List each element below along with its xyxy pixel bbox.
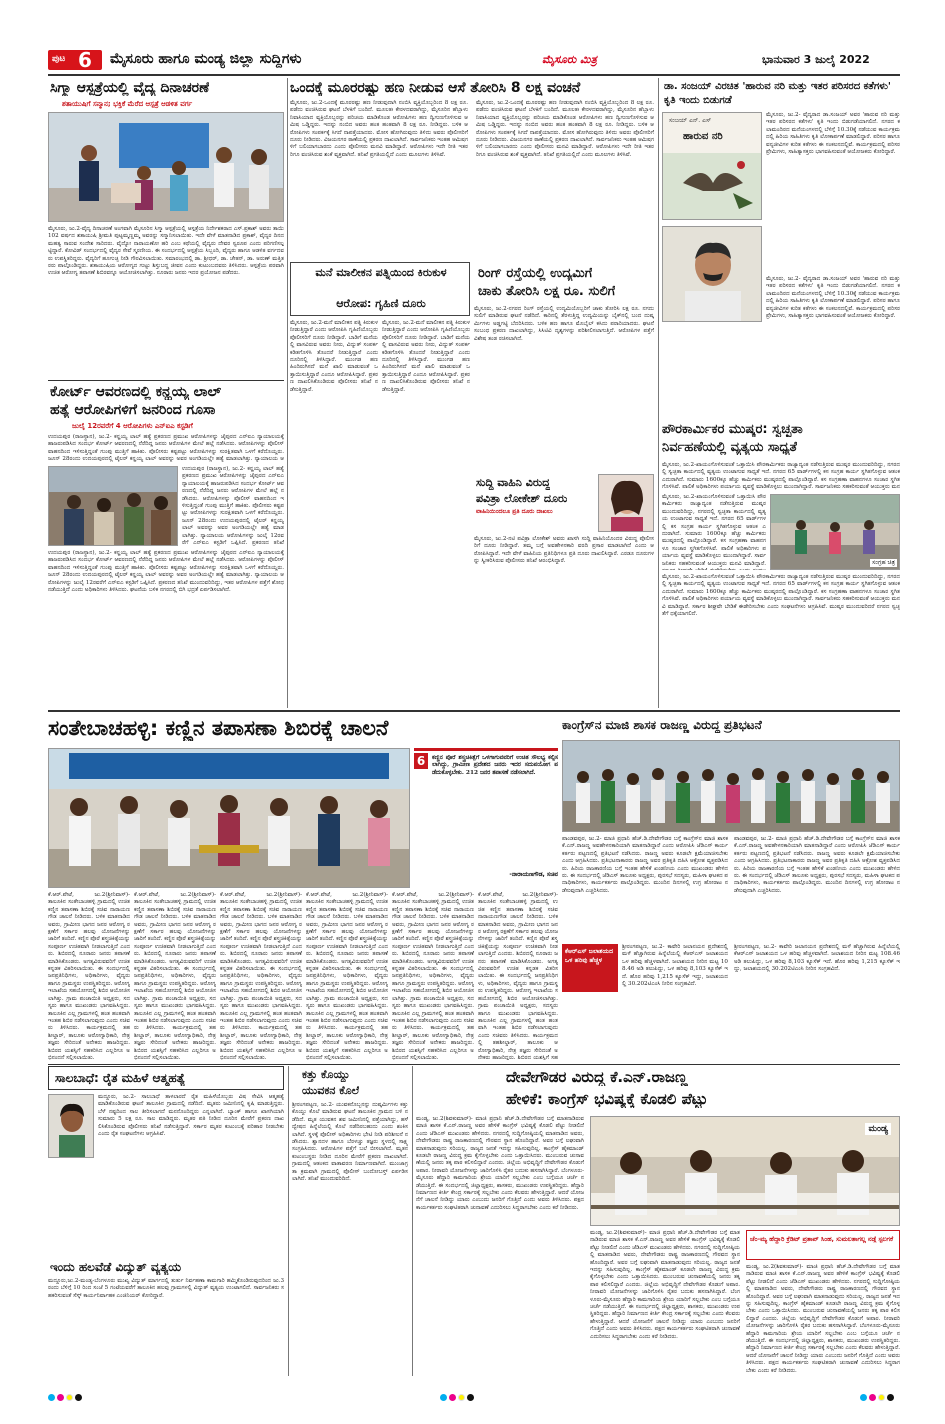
body-col5: ಕೆ.ಆರ್.ಪೇಟೆ, ಜು.2(ಶ್ರೀನಿವಾಸ್)- ತಾಲೂಕಿನ ಸಂತೇಬಾಚಹಳ್ಳಿ ಗ್ರಾಮದಲ್ಲಿ ಉಚಿತ ಕಣ್ಣಿನ ತಪಾಸಣಾ ಶಿಬಿರಕ್ಕೆ ಸಚಿವ ನಾರಾಯಣಗೌಡ ಚಾಲನೆ ನೀಡಿದರು. ಬಳಿಕ ಮಾತನಾಡಿದ ಅವರು, ಗ್ರಾಮೀಣ ಭಾಗದ ಜನರ ಆರೋಗ್ಯ ರಕ್ಷಣೆಗೆ ಸರ್ಕಾರ ಹಲವು ಯೋಜನೆಗಳನ್ನು ಜಾರಿಗೆ ತಂದಿದೆ. ಕಣ್ಣಿನ ಪೊರೆ ಶಸ್ತ್ರಚಿಕಿತ್ಸೆಯನ್ನು ಸಂಪೂರ್ಣ ಉಚಿತವಾಗಿ ನೀಡಲಾಗುತ್ತಿದೆ ಎಂದರು. ಶಿಬಿರದಲ್ಲಿ ನೂರಾರು ಜನರು ತಪಾಸಣೆ ಮಾಡಿಸಿಕೊಂಡರು. ಅಗತ್ಯವಿರುವವರಿಗೆ ಉಚಿತ ಕನ್ನಡಕ ವಿತರಿಸಲಾಯಿತು. ಈ ಸಂದರ್ಭದಲ್ಲಿ ಜನಪ್ರತಿನಿಧಿಗಳು, ಅಧಿಕಾರಿಗಳು, ವೈದ್ಯರು ಹಾಗೂ ಗ್ರಾಮಸ್ಥರು ಉಪಸ್ಥಿತರಿದ್ದರು. ಆರೋಗ್ಯ ಇಲಾಖೆಯ ಸಹಯೋಗದಲ್ಲಿ ಶಿಬಿರ ಆಯೋಜಿಸಲಾಗಿತ್ತು. ಗ್ರಾಮ ಪಂಚಾಯಿತಿ ಅಧ್ಯಕ್ಷರು, ಸದಸ್ಯರು ಹಾಗೂ ಮುಖಂಡರು ಭಾಗವಹಿಸಿದ್ದರು. ತಾಲೂಕಿನ ಎಲ್ಲ ಗ್ರಾಮಗಳಲ್ಲಿ ಹಂತ ಹಂತವಾಗಿ ಇಂತಹ ಶಿಬಿರ ನಡೆಸಲಾಗುವುದು ಎಂದು ಸಚಿವರು ತಿಳಿಸಿದರು. ಕಾರ್ಯಕ್ರಮದಲ್ಲಿ ತಹಶೀಲ್ದಾರ್, ತಾಲೂಕು ಆರೋಗ್ಯಾಧಿಕಾರಿ, ನೇತ್ರ ತಜ್ಞರು ಸೇರಿದಂತೆ ಅನೇಕರು ಹಾಜರಿದ್ದರು. ಶಿಬಿರದ ಯಶಸ್ಸಿಗೆ ಸಹಕರಿಸಿದ ಎಲ್ಲರಿಗೂ ಅಭಿನಂದನೆ ಸಲ್ಲಿಸಲಾಯಿತು. (392, 892, 474, 1060)
body-col4: ಕೆ.ಆರ್.ಪೇಟೆ, ಜು.2(ಶ್ರೀನಿವಾಸ್)- ತಾಲೂಕಿನ ಸಂತೇಬಾಚಹಳ್ಳಿ ಗ್ರಾಮದಲ್ಲಿ ಉಚಿತ ಕಣ್ಣಿನ ತಪಾಸಣಾ ಶಿಬಿರಕ್ಕೆ ಸಚಿವ ನಾರಾಯಣಗೌಡ ಚಾಲನೆ ನೀಡಿದರು. ಬಳಿಕ ಮಾತನಾಡಿದ ಅವರು, ಗ್ರಾಮೀಣ ಭಾಗದ ಜನರ ಆರೋಗ್ಯ ರಕ್ಷಣೆಗೆ ಸರ್ಕಾರ ಹಲವು ಯೋಜನೆಗಳನ್ನು ಜಾರಿಗೆ ತಂದಿದೆ. ಕಣ್ಣಿನ ಪೊರೆ ಶಸ್ತ್ರಚಿಕಿತ್ಸೆಯನ್ನು ಸಂಪೂರ್ಣ ಉಚಿತವಾಗಿ ನೀಡಲಾಗುತ್ತಿದೆ ಎಂದರು. ಶಿಬಿರದಲ್ಲಿ ನೂರಾರು ಜನರು ತಪಾಸಣೆ ಮಾಡಿಸಿಕೊಂಡರು. ಅಗತ್ಯವಿರುವವರಿಗೆ ಉಚಿತ ಕನ್ನಡಕ ವಿತರಿಸಲಾಯಿತು. ಈ ಸಂದರ್ಭದಲ್ಲಿ ಜನಪ್ರತಿನಿಧಿಗಳು, ಅಧಿಕಾರಿಗಳು, ವೈದ್ಯರು ಹಾಗೂ ಗ್ರಾಮಸ್ಥರು ಉಪಸ್ಥಿತರಿದ್ದರು. ಆರೋಗ್ಯ ಇಲಾಖೆಯ ಸಹಯೋಗದಲ್ಲಿ ಶಿಬಿರ ಆಯೋಜಿಸಲಾಗಿತ್ತು. ಗ್ರಾಮ ಪಂಚಾಯಿತಿ ಅಧ್ಯಕ್ಷರು, ಸದಸ್ಯರು ಹಾಗೂ ಮುಖಂಡರು ಭಾಗವಹಿಸಿದ್ದರು. ತಾಲೂಕಿನ ಎಲ್ಲ ಗ್ರಾಮಗಳಲ್ಲಿ ಹಂತ ಹಂತವಾಗಿ ಇಂತಹ ಶಿಬಿರ ನಡೆಸಲಾಗುವುದು ಎಂದು ಸಚಿವರು ತಿಳಿಸಿದರು. ಕಾರ್ಯಕ್ರಮದಲ್ಲಿ ತಹಶೀಲ್ದಾರ್, ತಾಲೂಕು ಆರೋಗ್ಯಾಧಿಕಾರಿ, ನೇತ್ರ ತಜ್ಞರು ಸೇರಿದಂತೆ ಅನೇಕರು ಹಾಜರಿದ್ದರು. ಶಿಬಿರದ ಯಶಸ್ಸಿಗೆ ಸಹಕರಿಸಿದ ಎಲ್ಲರಿಗೂ ಅಭಿನಂದನೆ ಸಲ್ಲಿಸಲಾಯಿತು. (306, 892, 388, 1060)
section-divider (48, 1064, 900, 1065)
photo-illustration (49, 113, 284, 222)
headline-box (290, 262, 470, 316)
subhead: ಆರೋಪ: ಗೃಹಿಣಿ ದೂರು (336, 297, 426, 310)
photo-caption: ಸಂಗ್ರಹ ಚಿತ್ರ (872, 559, 895, 566)
rajanna-photo (590, 1116, 900, 1226)
body: ಮದ್ದೂರು,ಜು.2-ಮಂಡ್ಯ-ಬೆಂಗಳೂರು ಮುಖ್ಯ ವಿದ್ಯುತ್ ಮಾರ್ಗದಲ್ಲಿ ತುರ್ತು ನಿರ್ವಹಣಾ ಕಾಮಗಾರಿ ಹಮ್ಮಿಕೊಂಡಿರುವುದರಿಂದ ಜು.3ರಂದು ಬೆಳಿಗ್ಗೆ 10 ರಿಂದ ಸಂಜೆ 5 ಗಂಟೆಯವರೆಗೆ ತಾಲೂಕಿನ ಹಲವು ಗ್ರಾಮಗಳಲ್ಲಿ ವಿದ್ಯುತ್ ವ್ಯತ್ಯಯ ಉಂಟಾಗಲಿದೆ. ಸಾರ್ವಜನಿಕರು ಸಹಕರಿಸುವಂತೆ ಸೆಸ್ಕ್ ಕಾರ್ಯನಿರ್ವಾಹಕ ಎಂಜಿನಿಯರ್ ಕೋರಿದ್ದಾರೆ. (48, 1278, 284, 1299)
body-col1: ಮಂಡ್ಯ, ಜು.2(ಶಿವಕುಮಾರ್)- ಮಾಜಿ ಪ್ರಧಾನಿ ಹೆಚ್.ಡಿ.ದೇವೇಗೌಡರ ಬಗ್ಗೆ ಮಾತನಾಡಿರುವ ಮಾಜಿ ಶಾಸಕ ಕೆ.ಎನ್.ರಾಜಣ್ಣ ಅವರ ಹೇಳಿಕೆ ಕಾಂಗ್ರೆಸ್ ಭವಿಷ್ಯಕ್ಕೆ ಕೊಡಲಿ ಪೆಟ್ಟು ನೀಡಲಿದೆ ಎಂದು ಜೆಡಿಎಸ್ ಮುಖಂಡರು ಹೇಳಿದರು. ನಗರದಲ್ಲಿ ಸುದ್ದಿಗೋಷ್ಠಿಯಲ್ಲಿ ಮಾತನಾಡಿದ ಅವರು, ದೇವೇಗೌಡರು ರಾಷ್ಟ್ರ ರಾಜಕಾರಣದಲ್ಲಿ ಗೌರವದ ಸ್ಥಾನ ಹೊಂದಿದ್ದಾರೆ. ಅವರ ಬಗ್ಗೆ ಲಘುವಾಗಿ ಮಾತನಾಡುವುದು ಸರಿಯಲ್ಲ. ರಾಜ್ಯದ ಜನತೆ ಇದನ್ನು ಸಹಿಸುವುದಿಲ್ಲ. ಕಾಂಗ್ರೆಸ್ ಹೈಕಮಾಂಡ್ ಕೂಡಲೇ ರಾಜಣ್ಣ ವಿರುದ್ಧ ಕ್ರಮ ಕೈಗೊಳ್ಳಬೇಕು ಎಂದು ಒತ್ತಾಯಿಸಿದರು. ಮುಂಬರುವ ಚುನಾವಣೆಯಲ್ಲಿ ಜನರು ತಕ್ಕ ಪಾಠ ಕಲಿಸಲಿದ್ದಾರೆ ಎಂದರು. ಜಿಲ್ಲೆಯ ಅಭಿವೃದ್ಧಿಗೆ ದೇವೇಗೌಡರ ಕೊಡುಗೆ ಅಪಾರ. ನೀರಾವರಿ ಯೋಜನೆಗಳನ್ನು ಜಾರಿಗೊಳಿಸಿ ರೈತರ ಬದುಕು ಹಸನಾಗಿಸಿದ್ದಾರೆ. ಬೆಂಗಳೂರು-ಮೈಸೂರು ಹೆದ್ದಾರಿ ಕಾಮಗಾರಿಯ ಶ್ರೇಯ ಯಾರಿಗೆ ಸಲ್ಲಬೇಕು ಎಂಬ ಬಗ್ಗೆಯೂ ಚರ್ಚೆ ನಡೆಯುತ್ತಿದೆ. ಈ ಸಂದರ್ಭದಲ್ಲಿ ಜಿಲ್ಲಾಧ್ಯಕ್ಷರು, ಶಾಸಕರು, ಮುಖಂಡರು ಉಪಸ್ಥಿತರಿದ್ದರು. ಹೆದ್ದಾರಿ ನಿರ್ಮಾಣದ ಕೀರ್ತಿ ಕೇಂದ್ರ ಸರ್ಕಾರಕ್ಕೆ ಸಲ್ಲಬೇಕು ಎಂದು ಕೆಲವರು ಹೇಳುತ್ತಿದ್ದಾರೆ. ಆದರೆ ಯೋಜನೆಗೆ ಚಾಲನೆ ನೀಡಿದ್ದು ಯಾರು ಎಂಬುದು ಜನರಿಗೆ ಗೊತ್ತಿದೆ ಎಂದು ಅವರು ತಿಳಿಸಿದರು. ಪಕ್ಷದ ಕಾರ್ಯಕರ್ತರು ಸಂಘಟಿತರಾಗಿ ಚುನಾವಣೆ ಎದುರಿಸಲು ಸಿದ್ಧರಾಗಬೇಕು ಎಂದು ಕರೆ ನೀಡಿದರು. (416, 1116, 584, 1211)
registration-dot (878, 1394, 885, 1401)
book-cover-art (663, 113, 762, 220)
body: ಶ್ರೀರಂಗಪಟ್ಟಣ, ಜು.2- ಯುವಕನೊಬ್ಬನನ್ನು ದುಷ್ಕರ್ಮಿಗಳು ಕತ್ತು ಕೊಯ್ದು ಕೊಲೆ ಮಾಡಿರುವ ಘಟನೆ ತಾಲೂಕಿನ ಗ್ರಾಮದ ಬಳಿ ನಡೆದಿದೆ. ಮೃತ ಯುವಕನ ಶವ ಜಮೀನಿನಲ್ಲಿ ಪತ್ತೆಯಾಗಿದ್ದು, ಹಳೆ ದ್ವೇಷದ ಹಿನ್ನೆಲೆಯಲ್ಲಿ ಕೊಲೆ ನಡೆದಿರಬಹುದು ಎಂದು ಶಂಕಿಸಲಾಗಿದೆ. ಸ್ಥಳಕ್ಕೆ ಪೊಲೀಸ್ ಅಧಿಕಾರಿಗಳು ಭೇಟಿ ನೀಡಿ ಪರಿಶೀಲನೆ ನಡೆಸಿದರು. ಶ್ವಾನದಳ ಹಾಗೂ ಬೆರಳಚ್ಚು ತಜ್ಞರು ಸ್ಥಳದಲ್ಲಿ ಸಾಕ್ಷ್ಯ ಸಂಗ್ರಹಿಸಿದರು. ಆರೋಪಿಗಳ ಪತ್ತೆಗೆ ಬಲೆ ಬೀಸಲಾಗಿದೆ. ಮೃತನ ಕುಟುಂಬಸ್ಥರು ನೀಡಿದ ದೂರಿನ ಮೇರೆಗೆ ಪ್ರಕರಣ ದಾಖಲಾಗಿದೆ. ಗ್ರಾಮದಲ್ಲಿ ಆತಂಕದ ವಾತಾವರಣ ನಿರ್ಮಾಣವಾಗಿದೆ. ಮುಂಜಾಗ್ರತಾ ಕ್ರಮವಾಗಿ ಗ್ರಾಮದಲ್ಲಿ ಪೊಲೀಸ್ ಬಂದೋಬಸ್ತ್ ಏರ್ಪಡಿಸಲಾಗಿದೆ. ತನಿಖೆ ಮುಂದುವರಿದಿದೆ. (292, 1102, 408, 1183)
masthead (48, 48, 900, 72)
court-attack-photo (48, 466, 178, 546)
body: ಮದ್ದೂರು, ಜು.2- ಸಾಲಬಾಧೆ ತಾಳಲಾರದೆ ರೈತ ಮಹಿಳೆಯೊಬ್ಬರು ವಿಷ ಸೇವಿಸಿ ಆತ್ಮಹತ್ಯೆ ಮಾಡಿಕೊಂಡಿರುವ ಘಟನೆ ತಾಲೂಕಿನ ಗ್ರಾಮದಲ್ಲಿ ನಡೆದಿದೆ. ಮೃತರು ಜಮೀನಿನಲ್ಲಿ ಕೃಷಿ ಮಾಡುತ್ತಿದ್ದರು. ಬೆಳೆ ನಷ್ಟದಿಂದ ಸಾಲ ತೀರಿಸಲಾಗದೆ ಮನನೊಂದಿದ್ದರು ಎನ್ನಲಾಗಿದೆ. ಬ್ಯಾಂಕ್ ಹಾಗೂ ಖಾಸಗಿಯಾಗಿ ಸುಮಾರು 5 ಲಕ್ಷ ರೂ. ಸಾಲ ಮಾಡಿದ್ದರು. ಮೃತರ ಪತಿ ನೀಡಿದ ದೂರಿನ ಮೇರೆಗೆ ಪ್ರಕರಣ ದಾಖಲಿಸಿಕೊಂಡಿರುವ ಪೊಲೀಸರು ತನಿಖೆ ನಡೆಸುತ್ತಿದ್ದಾರೆ. ಸರ್ಕಾರ ಮೃತರ ಕುಟುಂಬಕ್ಕೆ ಪರಿಹಾರ ನೀಡಬೇಕು ಎಂದು ರೈತ ಸಂಘಟನೆಗಳು ಆಗ್ರಹಿಸಿವೆ. (98, 1094, 284, 1138)
quote-author: -ನಾರಾಯಣಗೌಡ, ಸಚಿವ (509, 871, 558, 878)
headline: ಸಿಗ್ಮಾ ಆಸ್ಪತ್ರೆಯಲ್ಲಿ ವೈದ್ಯ ದಿನಾಚರಣೆ (50, 80, 210, 96)
headline: ಸುದ್ದಿ ವಾಹಿನಿ ವಿರುದ್ಧ (476, 476, 551, 489)
registration-dot (887, 1394, 894, 1401)
quote-box (414, 748, 558, 888)
subhead: ಶತಾಯುಷಿಗೆ ಸನ್ಮಾನ; ಭಕ್ತಿಕೆ ಮೆರೆದ ಆಸ್ಪತ್ರೆ ಆಡಳಿತ ವರ್ಗ (62, 100, 193, 108)
column-divider (288, 1066, 289, 1376)
side-note-text: ಕೆಆರ್‌ಎಸ್ ಜಲಾಶಯದ ಒಳ ಹರಿವು ಹೆಚ್ಚಳ (565, 948, 614, 964)
body-col1: ಕೆ.ಆರ್.ಪೇಟೆ, ಜು.2(ಶ್ರೀನಿವಾಸ್)- ತಾಲೂಕಿನ ಸಂತೇಬಾಚಹಳ್ಳಿ ಗ್ರಾಮದಲ್ಲಿ ಉಚಿತ ಕಣ್ಣಿನ ತಪಾಸಣಾ ಶಿಬಿರಕ್ಕೆ ಸಚಿವ ನಾರಾಯಣಗೌಡ ಚಾಲನೆ ನೀಡಿದರು. ಬಳಿಕ ಮಾತನಾಡಿದ ಅವರು, ಗ್ರಾಮೀಣ ಭಾಗದ ಜನರ ಆರೋಗ್ಯ ರಕ್ಷಣೆಗೆ ಸರ್ಕಾರ ಹಲವು ಯೋಜನೆಗಳನ್ನು ಜಾರಿಗೆ ತಂದಿದೆ. ಕಣ್ಣಿನ ಪೊರೆ ಶಸ್ತ್ರಚಿಕಿತ್ಸೆಯನ್ನು ಸಂಪೂರ್ಣ ಉಚಿತವಾಗಿ ನೀಡಲಾಗುತ್ತಿದೆ ಎಂದರು. ಶಿಬಿರದಲ್ಲಿ ನೂರಾರು ಜನರು ತಪಾಸಣೆ ಮಾಡಿಸಿಕೊಂಡರು. ಅಗತ್ಯವಿರುವವರಿಗೆ ಉಚಿತ ಕನ್ನಡಕ ವಿತರಿಸಲಾಯಿತು. ಈ ಸಂದರ್ಭದಲ್ಲಿ ಜನಪ್ರತಿನಿಧಿಗಳು, ಅಧಿಕಾರಿಗಳು, ವೈದ್ಯರು ಹಾಗೂ ಗ್ರಾಮಸ್ಥರು ಉಪಸ್ಥಿತರಿದ್ದರು. ಆರೋಗ್ಯ ಇಲಾಖೆಯ ಸಹಯೋಗದಲ್ಲಿ ಶಿಬಿರ ಆಯೋಜಿಸಲಾಗಿತ್ತು. ಗ್ರಾಮ ಪಂಚಾಯಿತಿ ಅಧ್ಯಕ್ಷರು, ಸದಸ್ಯರು ಹಾಗೂ ಮುಖಂಡರು ಭಾಗವಹಿಸಿದ್ದರು. ತಾಲೂಕಿನ ಎಲ್ಲ ಗ್ರಾಮಗಳಲ್ಲಿ ಹಂತ ಹಂತವಾಗಿ ಇಂತಹ ಶಿಬಿರ ನಡೆಸಲಾಗುವುದು ಎಂದು ಸಚಿವರು ತಿಳಿಸಿದರು. ಕಾರ್ಯಕ್ರಮದಲ್ಲಿ ತಹಶೀಲ್ದಾರ್, ತಾಲೂಕು ಆರೋಗ್ಯಾಧಿಕಾರಿ, ನೇತ್ರ ತಜ್ಞರು ಸೇರಿದಂತೆ ಅನೇಕರು ಹಾಜರಿದ್ದರು. ಶಿಬಿರದ ಯಶಸ್ಸಿಗೆ ಸಹಕರಿಸಿದ ಎಲ್ಲರಿಗೂ ಅಭಿನಂದನೆ ಸಲ್ಲಿಸಲಾಯಿತು. (48, 892, 130, 1060)
photo-illustration (563, 741, 900, 832)
registration-dot (440, 1394, 447, 1401)
divider (48, 380, 284, 381)
doctors-day-photo (48, 112, 284, 222)
body-col3: ಮಂಡ್ಯ, ಜು.2(ಶಿವಕುಮಾರ್)- ಮಾಜಿ ಪ್ರಧಾನಿ ಹೆಚ್.ಡಿ.ದೇವೇಗೌಡರ ಬಗ್ಗೆ ಮಾತನಾಡಿರುವ ಮಾಜಿ ಶಾಸಕ ಕೆ.ಎನ್.ರಾಜಣ್ಣ ಅವರ ಹೇಳಿಕೆ ಕಾಂಗ್ರೆಸ್ ಭವಿಷ್ಯಕ್ಕೆ ಕೊಡಲಿ ಪೆಟ್ಟು ನೀಡಲಿದೆ ಎಂದು ಜೆಡಿಎಸ್ ಮುಖಂಡರು ಹೇಳಿದರು. ನಗರದಲ್ಲಿ ಸುದ್ದಿಗೋಷ್ಠಿಯಲ್ಲಿ ಮಾತನಾಡಿದ ಅವರು, ದೇವೇಗೌಡರು ರಾಷ್ಟ್ರ ರಾಜಕಾರಣದಲ್ಲಿ ಗೌರವದ ಸ್ಥಾನ ಹೊಂದಿದ್ದಾರೆ. ಅವರ ಬಗ್ಗೆ ಲಘುವಾಗಿ ಮಾತನಾಡುವುದು ಸರಿಯಲ್ಲ. ರಾಜ್ಯದ ಜನತೆ ಇದನ್ನು ಸಹಿಸುವುದಿಲ್ಲ. ಕಾಂಗ್ರೆಸ್ ಹೈಕಮಾಂಡ್ ಕೂಡಲೇ ರಾಜಣ್ಣ ವಿರುದ್ಧ ಕ್ರಮ ಕೈಗೊಳ್ಳಬೇಕು ಎಂದು ಒತ್ತಾಯಿಸಿದರು. ಮುಂಬರುವ ಚುನಾವಣೆಯಲ್ಲಿ ಜನರು ತಕ್ಕ ಪಾಠ ಕಲಿಸಲಿದ್ದಾರೆ ಎಂದರು. ಜಿಲ್ಲೆಯ ಅಭಿವೃದ್ಧಿಗೆ ದೇವೇಗೌಡರ ಕೊಡುಗೆ ಅಪಾರ. ನೀರಾವರಿ ಯೋಜನೆಗಳನ್ನು ಜಾರಿಗೊಳಿಸಿ ರೈತರ ಬದುಕು ಹಸನಾಗಿಸಿದ್ದಾರೆ. ಬೆಂಗಳೂರು-ಮೈಸೂರು ಹೆದ್ದಾರಿ ಕಾಮಗಾರಿಯ ಶ್ರೇಯ ಯಾರಿಗೆ ಸಲ್ಲಬೇಕು ಎಂಬ ಬಗ್ಗೆಯೂ ಚರ್ಚೆ ನಡೆಯುತ್ತಿದೆ. ಈ ಸಂದರ್ಭದಲ್ಲಿ ಜಿಲ್ಲಾಧ್ಯಕ್ಷರು, ಶಾಸಕರು, ಮುಖಂಡರು ಉಪಸ್ಥಿತರಿದ್ದರು. ಹೆದ್ದಾರಿ ನಿರ್ಮಾಣದ ಕೀರ್ತಿ ಕೇಂದ್ರ ಸರ್ಕಾರಕ್ಕೆ ಸಲ್ಲಬೇಕು ಎಂದು ಕೆಲವರು ಹೇಳುತ್ತಿದ್ದಾರೆ. ಆದರೆ ಯೋಜನೆಗೆ ಚಾಲನೆ ನೀಡಿದ್ದು ಯಾರು ಎಂಬುದು ಜನರಿಗೆ ಗೊತ್ತಿದೆ ಎಂದು ಅವರು ತಿಳಿಸಿದರು. ಪಕ್ಷದ ಕಾರ್ಯಕರ್ತರು ಸಂಘಟಿತರಾಗಿ ಚುನಾವಣೆ ಎದುರಿಸಲು ಸಿದ್ಧರಾಗಬೇಕು ಎಂದು ಕರೆ ನೀಡಿದರು. (746, 1264, 900, 1374)
body-col2: ಮೈಸೂರು, ಜು.2-ಒಂದಕ್ಕೆ ಮೂರರಷ್ಟು ಹಣ ನೀಡುವುದಾಗಿ ನಂಬಿಸಿ ವ್ಯಕ್ತಿಯೊಬ್ಬರಿಂದ 8 ಲಕ್ಷ ರೂ. ಪಡೆದು ವಂಚಿಸಿರುವ ಘಟನೆ ಬೆಳಕಿಗೆ ಬಂದಿದೆ. ಮೂಲತಃ ಕೇರಳದವರಾಗಿದ್ದು, ಮೈಸೂರಿನ ಹೆಬ್ಬಾಳು ನಿವಾಸಿಯಾದ ವ್ಯಕ್ತಿಯೊಬ್ಬರನ್ನು ಪರಿಚಯ ಮಾಡಿಕೊಂಡ ಆರೋಪಿಗಳು ಹಣ ದ್ವಿಗುಣಗೊಳಿಸುವ ಆಮಿಷ ಒಡ್ಡಿದ್ದರು. ಇದನ್ನು ನಂಬಿದ ಅವರು ಹಂತ ಹಂತವಾಗಿ 8 ಲಕ್ಷ ರೂ. ನೀಡಿದ್ದರು. ಬಳಿಕ ಆರೋಪಿಗಳು ಸಂಪರ್ಕಕ್ಕೆ ಸಿಗದೆ ನಾಪತ್ತೆಯಾದರು. ಮೋಸ ಹೋಗಿರುವುದು ತಿಳಿದು ಅವರು ಪೊಲೀಸರಿಗೆ ದೂರು ನೀಡಿದರು. ವಿಜಯನಗರ ಠಾಣೆಯಲ್ಲಿ ಪ್ರಕರಣ ದಾಖಲಾಗಿದೆ. ಸಾರ್ವಜನಿಕರು ಇಂತಹ ಆಮಿಷಗಳಿಗೆ ಬಲಿಯಾಗಬಾರದು ಎಂದು ಪೊಲೀಸರು ಮನವಿ ಮಾಡಿದ್ದಾರೆ. ಆರೋಪಿಗಳು ಇದೇ ರೀತಿ ಇತರರಿಗೂ ವಂಚಿಸಿರುವ ಶಂಕೆ ವ್ಯಕ್ತವಾಗಿದೆ. ತನಿಖೆ ಪ್ರಗತಿಯಲ್ಲಿದೆ ಎಂದು ಮೂಲಗಳು ತಿಳಿಸಿವೆ. (476, 100, 654, 158)
masthead-rule (48, 74, 900, 76)
story-book-release (662, 78, 900, 418)
page-label: ಪುಟ (52, 54, 66, 64)
headline-line2: ಹೇಳಿಕೆ: ಕಾಂಗ್ರೆಸ್ ಭವಿಷ್ಯಕ್ಕೆ ಕೊಡಲಿ ಪೆಟ್ಟು (506, 1090, 708, 1108)
headline: ಸಾಲಬಾಧೆ: ರೈತ ಮಹಿಳೆ ಆತ್ಮಹತ್ಯೆ (55, 1071, 186, 1085)
body-col2: ಮಂಡ್ಯ, ಜು.2(ಶಿವಕುಮಾರ್)- ಮಾಜಿ ಪ್ರಧಾನಿ ಹೆಚ್.ಡಿ.ದೇವೇಗೌಡರ ಬಗ್ಗೆ ಮಾತನಾಡಿರುವ ಮಾಜಿ ಶಾಸಕ ಕೆ.ಎನ್.ರಾಜಣ್ಣ ಅವರ ಹೇಳಿಕೆ ಕಾಂಗ್ರೆಸ್ ಭವಿಷ್ಯಕ್ಕೆ ಕೊಡಲಿ ಪೆಟ್ಟು ನೀಡಲಿದೆ ಎಂದು ಜೆಡಿಎಸ್ ಮುಖಂಡರು ಹೇಳಿದರು. ನಗರದಲ್ಲಿ ಸುದ್ದಿಗೋಷ್ಠಿಯಲ್ಲಿ ಮಾತನಾಡಿದ ಅವರು, ದೇವೇಗೌಡರು ರಾಷ್ಟ್ರ ರಾಜಕಾರಣದಲ್ಲಿ ಗೌರವದ ಸ್ಥಾನ ಹೊಂದಿದ್ದಾರೆ. ಅವರ ಬಗ್ಗೆ ಲಘುವಾಗಿ ಮಾತನಾಡುವುದು ಸರಿಯಲ್ಲ. ರಾಜ್ಯದ ಜನತೆ ಇದನ್ನು ಸಹಿಸುವುದಿಲ್ಲ. ಕಾಂಗ್ರೆಸ್ ಹೈಕಮಾಂಡ್ ಕೂಡಲೇ ರಾಜಣ್ಣ ವಿರುದ್ಧ ಕ್ರಮ ಕೈಗೊಳ್ಳಬೇಕು ಎಂದು ಒತ್ತಾಯಿಸಿದರು. ಮುಂಬರುವ ಚುನಾವಣೆಯಲ್ಲಿ ಜನರು ತಕ್ಕ ಪಾಠ ಕಲಿಸಲಿದ್ದಾರೆ ಎಂದರು. ಜಿಲ್ಲೆಯ ಅಭಿವೃದ್ಧಿಗೆ ದೇವೇಗೌಡರ ಕೊಡುಗೆ ಅಪಾರ. ನೀರಾವರಿ ಯೋಜನೆಗಳನ್ನು ಜಾರಿಗೊಳಿಸಿ ರೈತರ ಬದುಕು ಹಸನಾಗಿಸಿದ್ದಾರೆ. ಬೆಂಗಳೂರು-ಮೈಸೂರು ಹೆದ್ದಾರಿ ಕಾಮಗಾರಿಯ ಶ್ರೇಯ ಯಾರಿಗೆ ಸಲ್ಲಬೇಕು ಎಂಬ ಬಗ್ಗೆಯೂ ಚರ್ಚೆ ನಡೆಯುತ್ತಿದೆ. ಈ ಸಂದರ್ಭದಲ್ಲಿ ಜಿಲ್ಲಾಧ್ಯಕ್ಷರು, ಶಾಸಕರು, ಮುಖಂಡರು ಉಪಸ್ಥಿತರಿದ್ದರು. ಹೆದ್ದಾರಿ ನಿರ್ಮಾಣದ ಕೀರ್ತಿ ಕೇಂದ್ರ ಸರ್ಕಾರಕ್ಕೆ ಸಲ್ಲಬೇಕು ಎಂದು ಕೆಲವರು ಹೇಳುತ್ತಿದ್ದಾರೆ. ಆದರೆ ಯೋಜನೆಗೆ ಚಾಲನೆ ನೀಡಿದ್ದು ಯಾರು ಎಂಬುದು ಜನರಿಗೆ ಗೊತ್ತಿದೆ ಎಂದು ಅವರು ತಿಳಿಸಿದರು. ಪಕ್ಷದ ಕಾರ್ಯಕರ್ತರು ಸಂಘಟಿತರಾಗಿ ಚುನಾವಣೆ ಎದುರಿಸಲು ಸಿದ್ಧರಾಗಬೇಕು ಎಂದು ಕರೆ ನೀಡಿದರು. (590, 1230, 740, 1340)
column-divider (287, 78, 288, 708)
body: ಮೈಸೂರು, ಜು.2-ವೈದ್ಯ ದಿನಾಚರಣೆ ಅಂಗವಾಗಿ ಮೈಸೂರಿನ ಸಿಗ್ಮಾ ಆಸ್ಪತ್ರೆಯಲ್ಲಿ ಆಸ್ಪತ್ರೆಯ ನಿರ್ದೇಶಕರಾದ ಎಸ್.ಪ್ರಕಾಶ್ ಅವರು ತಾಯಿ 102 ವರ್ಷದ ಶತಾಯುಷಿ ಶ್ರೀಮತಿ ಪುಟ್ಟಮ್ಮಣ್ಣಮ್ಮ ಅವರನ್ನು ಸನ್ಮಾನಿಸಲಾಯಿತು. ಇದೇ ವೇಳೆ ಮಾತನಾಡಿದ ಪ್ರಕಾಶ್, ವೈದ್ಯರ ದಿನದ ಮಹತ್ವ ಸಾರುವ ಸಂದೇಶ ಸಾರಿದರು. ವೈದ್ಯೋ ನಾರಾಯಣೋ ಹರಿ ಎಂಬ ಕಥೆಯಲ್ಲಿ ವೈದ್ಯರು ದೇವರ ಸ್ವರೂಪ ಎಂದು ಪರಿಗಣಿಸಲ್ಪಟ್ಟಿದ್ದಾರೆ. ಕೋವಿಡ್ ಸಂದರ್ಭದಲ್ಲಿ ವೈದ್ಯರ ಸೇವೆ ಸ್ಮರಣೀಯ. ಈ ಸಂದರ್ಭದಲ್ಲಿ ಆಸ್ಪತ್ರೆಯ ಸಿಬ್ಬಂದಿ, ವೈದ್ಯರು ಹಾಗೂ ಆಡಳಿತ ವರ್ಗದವರು ಉಪಸ್ಥಿತರಿದ್ದರು. ವೈದ್ಯರಿಗೆ ಹೂಗುಚ್ಛ ನೀಡಿ ಗೌರವಿಸಲಾಯಿತು. ಸಮಾರಂಭದಲ್ಲಿ ಡಾ. ಶ್ರೀಧರ್, ಡಾ. ಚೇತನ್, ಡಾ. ಅರುಣ್ ಮತ್ತಿತರರು ಪಾಲ್ಗೊಂಡಿದ್ದರು. ಶತಾಯುಷಿಯ ಆರೋಗ್ಯದ ಗುಟ್ಟು ಶಿಸ್ತುಬದ್ಧ ಜೀವನ ಎಂದು ಕುಟುಂಬದವರು ತಿಳಿಸಿದರು. ಆಸ್ಪತ್ರೆಯ ಪರವಾಗಿ ಉಚಿತ ಆರೋಗ್ಯ ತಪಾಸಣೆ ಶಿಬಿರವನ್ನೂ ಆಯೋಜಿಸಲಾಗಿತ್ತು. ನೂರಾರು ಜನರು ಇದರ ಪ್ರಯೋಜನ ಪಡೆದರು. (48, 226, 284, 277)
page-label-tab (48, 50, 102, 70)
krs-body: ಶ್ರೀರಂಗಪಟ್ಟಣ, ಜು.2- ಕಾವೇರಿ ಜಲಾನಯನ ಪ್ರದೇಶದಲ್ಲಿ ಮಳೆ ಹೆಚ್ಚಾಗಿರುವ ಹಿನ್ನೆಲೆಯಲ್ಲಿ ಕೆಆರ್‌ಎಸ್ ಜಲಾಶಯದ ಒಳ ಹರಿವು ಹೆಚ್ಚಳವಾಗಿದೆ. ಜಲಾಶಯದ ನೀರಿನ ಮಟ್ಟ 108.46 ಅಡಿ ತಲುಪಿದ್ದು, ಒಳ ಹರಿವು 8,103 ಕ್ಯೂಸೆಕ್ ಇದೆ. ಹೊರ ಹರಿವು 1,215 ಕ್ಯೂಸೆಕ್ ಇದ್ದು, ಜಲಾಶಯದಲ್ಲಿ 30.202ಟಿಎಂಸಿ ನೀರಿನ ಸಂಗ್ರಹವಿದೆ. (622, 944, 728, 988)
headline-line2: ಪವಿತ್ರಾ ಲೋಕೇಶ್ ದೂರು (476, 492, 568, 505)
story-house-owner (290, 262, 470, 708)
print-marks-left (48, 1386, 84, 1405)
column-divider (658, 78, 659, 708)
story-court-attack (48, 382, 284, 708)
registration-dot (449, 1394, 456, 1401)
headline: ಒಂದಕ್ಕೆ ಮೂರರಷ್ಟು ಹಣ ನೀಡುವ ಆಸೆ ತೋರಿಸಿ 8 ಲಕ್ಷ ವಂಚನೆ (290, 80, 581, 96)
column-divider (412, 1066, 413, 1376)
body-col2: ಪಾಂಡವಪುರ, ಜು.2- ಮಾಜಿ ಪ್ರಧಾನಿ ಹೆಚ್.ಡಿ.ದೇವೇಗೌಡರ ಬಗ್ಗೆ ಕಾಂಗ್ರೆಸ್‌ನ ಮಾಜಿ ಶಾಸಕ ಕೆ.ಎನ್.ರಾಜಣ್ಣ ಅವಹೇಳನಕಾರಿಯಾಗಿ ಮಾತನಾಡಿದ್ದಾರೆ ಎಂದು ಆರೋಪಿಸಿ ಜೆಡಿಎಸ್ ಕಾರ್ಯಕರ್ತರು ಪಟ್ಟಣದಲ್ಲಿ ಪ್ರತಿಭಟನೆ ನಡೆಸಿದರು. ರಾಜಣ್ಣ ಅವರು ಕೂಡಲೇ ಕ್ಷಮೆಯಾಚಿಸಬೇಕು ಎಂದು ಆಗ್ರಹಿಸಿದರು. ಪ್ರತಿಭಟನಾಕಾರರು ರಾಜಣ್ಣ ಅವರ ಪ್ರತಿಕೃತಿ ದಹಿಸಿ ಆಕ್ರೋಶ ವ್ಯಕ್ತಪಡಿಸಿದರು. ಹಿರಿಯ ರಾಜಕಾರಣಿಯ ಬಗ್ಗೆ ಇಂತಹ ಹೇಳಿಕೆ ಖಂಡನೀಯ ಎಂದು ಮುಖಂಡರು ಹೇಳಿದರು. ಈ ಸಂದರ್ಭದಲ್ಲಿ ಜೆಡಿಎಸ್ ತಾಲೂಕು ಅಧ್ಯಕ್ಷರು, ಪುರಸಭೆ ಸದಸ್ಯರು, ಮಹಿಳಾ ಘಟಕದ ಪದಾಧಿಕಾರಿಗಳು, ಕಾರ್ಯಕರ್ತರು ಪಾಲ್ಗೊಂಡಿದ್ದರು. ಮುಂದಿನ ದಿನಗಳಲ್ಲಿ ಉಗ್ರ ಹೋರಾಟ ನಡೆಸುವುದಾಗಿ ಎಚ್ಚರಿಸಿದರು. (734, 836, 900, 894)
body: ಮೈಸೂರು, ಜು.2-ಖಾಯಂಗೊಳಿಸುವಂತೆ ಒತ್ತಾಯಿಸಿ ಪೌರಕಾರ್ಮಿಕರು ರಾಜ್ಯಾದ್ಯಂತ ನಡೆಸುತ್ತಿರುವ ಮುಷ್ಕರ ಮುಂದುವರಿದಿದ್ದು, ನಗರದಲ್ಲಿ ಸ್ವಚ್ಛತಾ ಕಾರ್ಯದಲ್ಲಿ ವ್ಯತ್ಯಯ ಉಂಟಾಗುವ ಸಾಧ್ಯತೆ ಇದೆ. ನಗರದ 65 ವಾರ್ಡ್‌ಗಳಲ್ಲಿ ಕಸ ಸಂಗ್ರಹ ಕಾರ್ಯ ಸ್ಥಗಿತಗೊಳ್ಳುವ ಆತಂಕ ಎದುರಾಗಿದೆ. ಸುಮಾರು 1600ಕ್ಕೂ ಹೆಚ್ಚು ಕಾರ್ಮಿಕರು ಮುಷ್ಕರದಲ್ಲಿ ಪಾಲ್ಗೊಂಡಿದ್ದಾರೆ. ಕಸ ಸಂಗ್ರಹಣಾ ವಾಹನಗಳೂ ಸಂಚಾರ ಸ್ಥಗಿತಗೊಳಿಸಿವೆ. ಪಾಲಿಕೆ ಅಧಿಕಾರಿಗಳು ಪರ್ಯಾಯ ವ್ಯವಸ್ಥೆ ಮಾಡಿಕೊಳ್ಳಲು ಮುಂದಾಗಿದ್ದಾರೆ. ಸಾರ್ವಜನಿಕರು ಸಹಕರಿಸುವಂತೆ ಆಯುಕ್ತರು ಮನವಿ ಮಾಡಿದ್ದಾರೆ. ಸರ್ಕಾರ ಶೀಘ್ರವೇ ಬೇಡಿಕೆ ಈಡೇರಿಸಬೇಕು ಎಂದು ಸಂಘಟನೆಗಳು ಆಗ್ರಹಿಸಿವೆ. ಮುಷ್ಕರ ಮುಂದುವರಿದರೆ ನಗರದ ಸ್ವಚ್ಛತೆಗೆ ಧಕ್ಕೆಯಾಗಲಿದೆ. (662, 574, 900, 618)
registration-dot (66, 1394, 73, 1401)
headline: ಕತ್ತು ಕೊಯ್ದು (302, 1068, 350, 1081)
body-continued: ಉದಯಪುರ (ರಾಜಸ್ಥಾನ), ಜು.2- ಕನ್ಹಯ್ಯ ಲಾಲ್ ಹತ್ಯೆ ಪ್ರಕರಣದ ಪ್ರಮುಖ ಆರೋಪಿಗಳನ್ನು ಜೈಪುರದ ಎನ್‌ಐಎ ನ್ಯಾಯಾಲಯಕ್ಕೆ ಹಾಜರುಪಡಿಸಿದ ಸಂದರ್ಭ ಕೋರ್ಟ್ ಆವರಣದಲ್ಲಿ ನೆರೆದಿದ್ದ ಜನರು ಆರೋಪಿಗಳ ಮೇಲೆ ಹಲ್ಲೆ ನಡೆಸಿದರು. ಆರೋಪಿಗಳನ್ನು ಪೊಲೀಸ್ ವಾಹನದಿಂದ ಇಳಿಸುತ್ತಿದ್ದಂತೆ ಗುಂಪು ಮುತ್ತಿಗೆ ಹಾಕಿತು. ಪೊಲೀಸರು ಕಷ್ಟಪಟ್ಟು ಆರೋಪಿಗಳನ್ನು ಸುರಕ್ಷಿತವಾಗಿ ಒಳಗೆ ಕರೆದೊಯ್ದರು. ಜೂನ್ 28ರಂದು ಉದಯಪುರದಲ್ಲಿ ಟೈಲರ್ ಕನ್ಹಯ್ಯ ಲಾಲ್ ಅವರನ್ನು ಅವರ ಅಂಗಡಿಯಲ್ಲೇ ಹತ್ಯೆ ಮಾಡಲಾಗಿತ್ತು. ನ್ಯಾಯಾಲಯ ಆರೋಪಿಗಳನ್ನು ಜುಲೈ 12ರವರೆಗೆ ಎನ್‌ಐಎ ಕಸ್ಟಡಿಗೆ ಒಪ್ಪಿಸಿದೆ. ಪ್ರಕರಣದ ತನಿಖೆ ಮುಂದುವರಿದಿದ್ದು, ಇತರ ಆರೋಪಿಗಳ ಪತ್ತೆಗೆ ಶೋಧ ನಡೆಯುತ್ತಿದೆ ಎಂದು ಅಧಿಕಾರಿಗಳು ತಿಳಿಸಿದರು. ಘಟನೆಯ ಬಳಿಕ ನಗರದಲ್ಲಿ ಬಿಗಿ ಭದ್ರತೆ ಏರ್ಪಡಿಸಲಾಗಿದೆ. (48, 550, 284, 594)
body-continued: ಮೈಸೂರು, ಜು.2-ಮನೆ ಮಾಲೀಕನ ಪತ್ನಿ ಕಿರುಕುಳ ನೀಡುತ್ತಿದ್ದಾರೆ ಎಂದು ಆರೋಪಿಸಿ ಗೃಹಿಣಿಯೊಬ್ಬರು ಪೊಲೀಸರಿಗೆ ದೂರು ನೀಡಿದ್ದಾರೆ. ಬಾಡಿಗೆ ಮನೆಯಲ್ಲಿ ವಾಸವಿರುವ ಅವರು ನೀರು, ವಿದ್ಯುತ್ ಸಂಪರ್ಕ ಕಡಿತಗೊಳಿಸಿ ತೊಂದರೆ ನೀಡುತ್ತಿದ್ದಾರೆ ಎಂದು ದೂರಿನಲ್ಲಿ ತಿಳಿಸಿದ್ದಾರೆ. ಮುಂಗಡ ಹಣ ಹಿಂದಿರುಗಿಸದೆ ಮನೆ ಖಾಲಿ ಮಾಡುವಂತೆ ಒತ್ತಾಯಿಸುತ್ತಿದ್ದಾರೆ ಎಂದೂ ಆರೋಪಿಸಿದ್ದಾರೆ. ಪ್ರಕರಣ ದಾಖಲಿಸಿಕೊಂಡಿರುವ ಪೊಲೀಸರು ತನಿಖೆ ನಡೆಸುತ್ತಿದ್ದಾರೆ. (382, 320, 470, 393)
body-top: ಉದಯಪುರ (ರಾಜಸ್ಥಾನ), ಜು.2- ಕನ್ಹಯ್ಯ ಲಾಲ್ ಹತ್ಯೆ ಪ್ರಕರಣದ ಪ್ರಮುಖ ಆರೋಪಿಗಳನ್ನು ಜೈಪುರದ ಎನ್‌ಐಎ ನ್ಯಾಯಾಲಯಕ್ಕೆ ಹಾಜರುಪಡಿಸಿದ ಸಂದರ್ಭ ಕೋರ್ಟ್ ಆವರಣದಲ್ಲಿ ನೆರೆದಿದ್ದ ಜನರು ಆರೋಪಿಗಳ ಮೇಲೆ ಹಲ್ಲೆ ನಡೆಸಿದರು. ಆರೋಪಿಗಳನ್ನು ಪೊಲೀಸ್ ವಾಹನದಿಂದ ಇಳಿಸುತ್ತಿದ್ದಂತೆ ಗುಂಪು ಮುತ್ತಿಗೆ ಹಾಕಿತು. ಪೊಲೀಸರು ಕಷ್ಟಪಟ್ಟು ಆರೋಪಿಗಳನ್ನು ಸುರಕ್ಷಿತವಾಗಿ ಒಳಗೆ ಕರೆದೊಯ್ದರು. ಜೂನ್ 28ರಂದು ಉದಯಪುರದಲ್ಲಿ ಟೈಲರ್ ಕನ್ಹಯ್ಯ ಲಾಲ್ ಅವರನ್ನು ಅವರ ಅಂಗಡಿಯಲ್ಲೇ ಹತ್ಯೆ ಮಾಡಲಾಗಿತ್ತು. ನ್ಯಾಯಾಲಯ ಆ (48, 434, 284, 463)
story-eye-camp (48, 714, 558, 1062)
body-col1: ಮೈಸೂರು, ಜು.2-ಒಂದಕ್ಕೆ ಮೂರರಷ್ಟು ಹಣ ನೀಡುವುದಾಗಿ ನಂಬಿಸಿ ವ್ಯಕ್ತಿಯೊಬ್ಬರಿಂದ 8 ಲಕ್ಷ ರೂ. ಪಡೆದು ವಂಚಿಸಿರುವ ಘಟನೆ ಬೆಳಕಿಗೆ ಬಂದಿದೆ. ಮೂಲತಃ ಕೇರಳದವರಾಗಿದ್ದು, ಮೈಸೂರಿನ ಹೆಬ್ಬಾಳು ನಿವಾಸಿಯಾದ ವ್ಯಕ್ತಿಯೊಬ್ಬರನ್ನು ಪರಿಚಯ ಮಾಡಿಕೊಂಡ ಆರೋಪಿಗಳು ಹಣ ದ್ವಿಗುಣಗೊಳಿಸುವ ಆಮಿಷ ಒಡ್ಡಿದ್ದರು. ಇದನ್ನು ನಂಬಿದ ಅವರು ಹಂತ ಹಂತವಾಗಿ 8 ಲಕ್ಷ ರೂ. ನೀಡಿದ್ದರು. ಬಳಿಕ ಆರೋಪಿಗಳು ಸಂಪರ್ಕಕ್ಕೆ ಸಿಗದೆ ನಾಪತ್ತೆಯಾದರು. ಮೋಸ ಹೋಗಿರುವುದು ತಿಳಿದು ಅವರು ಪೊಲೀಸರಿಗೆ ದೂರು ನೀಡಿದರು. ವಿಜಯನಗರ ಠಾಣೆಯಲ್ಲಿ ಪ್ರಕರಣ ದಾಖಲಾಗಿದೆ. ಸಾರ್ವಜನಿಕರು ಇಂತಹ ಆಮಿಷಗಳಿಗೆ ಬಲಿಯಾಗಬಾರದು ಎಂದು ಪೊಲೀಸರು ಮನವಿ ಮಾಡಿದ್ದಾರೆ. ಆರೋಪಿಗಳು ಇದೇ ರೀತಿ ಇತರರಿಗೂ ವಂಚಿಸಿರುವ ಶಂಕೆ ವ್ಯಕ್ತವಾಗಿದೆ. ತನಿಖೆ ಪ್ರಗತಿಯಲ್ಲಿದೆ ಎಂದು ಮೂಲಗಳು ತಿಳಿಸಿವೆ. (290, 100, 468, 158)
registration-dot (467, 1394, 474, 1401)
registration-dot (75, 1394, 82, 1401)
photo-illustration (49, 467, 178, 546)
story-ring-road (474, 262, 654, 472)
cover-author: ಸಂಜಯ್ ಎನ್. ಎಸ್ (669, 117, 712, 124)
story-rajanna (416, 1066, 900, 1376)
registration-dot (869, 1394, 876, 1401)
headline: ರಿಂಗ್ ರಸ್ತೆಯಲ್ಲಿ ಉದ್ಯಮಿಗೆ (478, 266, 593, 281)
story-doctors-day (48, 78, 284, 378)
farmer-photo (48, 1094, 94, 1158)
subhead: ವಾಹಿನಿಯಿಂದಲೂ ಪ್ರತಿ ದೂರು ದಾಖಲು (476, 508, 553, 515)
author-photo (662, 226, 762, 322)
portrait (663, 227, 762, 322)
body: ಮೈಸೂರು, ಜು.2-ಮನೆ ಮಾಲೀಕನ ಪತ್ನಿ ಕಿರುಕುಳ ನೀಡುತ್ತಿದ್ದಾರೆ ಎಂದು ಆರೋಪಿಸಿ ಗೃಹಿಣಿಯೊಬ್ಬರು ಪೊಲೀಸರಿಗೆ ದೂರು ನೀಡಿದ್ದಾರೆ. ಬಾಡಿಗೆ ಮನೆಯಲ್ಲಿ ವಾಸವಿರುವ ಅವರು ನೀರು, ವಿದ್ಯುತ್ ಸಂಪರ್ಕ ಕಡಿತಗೊಳಿಸಿ ತೊಂದರೆ ನೀಡುತ್ತಿದ್ದಾರೆ ಎಂದು ದೂರಿನಲ್ಲಿ ತಿಳಿಸಿದ್ದಾರೆ. ಮುಂಗಡ ಹಣ ಹಿಂದಿರುಗಿಸದೆ ಮನೆ ಖಾಲಿ ಮಾಡುವಂತೆ ಒತ್ತಾಯಿಸುತ್ತಿದ್ದಾರೆ ಎಂದೂ ಆರೋಪಿಸಿದ್ದಾರೆ. ಪ್ರಕರಣ ದಾಖಲಿಸಿಕೊಂಡಿರುವ ಪೊಲೀಸರು ತನಿಖೆ ನಡೆಸುತ್ತಿದ್ದಾರೆ. (290, 320, 378, 393)
pavitra-photo (598, 474, 654, 532)
photo-illustration (591, 1117, 900, 1226)
body-col2: ಕೆ.ಆರ್.ಪೇಟೆ, ಜು.2(ಶ್ರೀನಿವಾಸ್)- ತಾಲೂಕಿನ ಸಂತೇಬಾಚಹಳ್ಳಿ ಗ್ರಾಮದಲ್ಲಿ ಉಚಿತ ಕಣ್ಣಿನ ತಪಾಸಣಾ ಶಿಬಿರಕ್ಕೆ ಸಚಿವ ನಾರಾಯಣಗೌಡ ಚಾಲನೆ ನೀಡಿದರು. ಬಳಿಕ ಮಾತನಾಡಿದ ಅವರು, ಗ್ರಾಮೀಣ ಭಾಗದ ಜನರ ಆರೋಗ್ಯ ರಕ್ಷಣೆಗೆ ಸರ್ಕಾರ ಹಲವು ಯೋಜನೆಗಳನ್ನು ಜಾರಿಗೆ ತಂದಿದೆ. ಕಣ್ಣಿನ ಪೊರೆ ಶಸ್ತ್ರಚಿಕಿತ್ಸೆಯನ್ನು ಸಂಪೂರ್ಣ ಉಚಿತವಾಗಿ ನೀಡಲಾಗುತ್ತಿದೆ ಎಂದರು. ಶಿಬಿರದಲ್ಲಿ ನೂರಾರು ಜನರು ತಪಾಸಣೆ ಮಾಡಿಸಿಕೊಂಡರು. ಅಗತ್ಯವಿರುವವರಿಗೆ ಉಚಿತ ಕನ್ನಡಕ ವಿತರಿಸಲಾಯಿತು. ಈ ಸಂದರ್ಭದಲ್ಲಿ ಜನಪ್ರತಿನಿಧಿಗಳು, ಅಧಿಕಾರಿಗಳು, ವೈದ್ಯರು ಹಾಗೂ ಗ್ರಾಮಸ್ಥರು ಉಪಸ್ಥಿತರಿದ್ದರು. ಆರೋಗ್ಯ ಇಲಾಖೆಯ ಸಹಯೋಗದಲ್ಲಿ ಶಿಬಿರ ಆಯೋಜಿಸಲಾಗಿತ್ತು. ಗ್ರಾಮ ಪಂಚಾಯಿತಿ ಅಧ್ಯಕ್ಷರು, ಸದಸ್ಯರು ಹಾಗೂ ಮುಖಂಡರು ಭಾಗವಹಿಸಿದ್ದರು. ತಾಲೂಕಿನ ಎಲ್ಲ ಗ್ರಾಮಗಳಲ್ಲಿ ಹಂತ ಹಂತವಾಗಿ ಇಂತಹ ಶಿಬಿರ ನಡೆಸಲಾಗುವುದು ಎಂದು ಸಚಿವರು ತಿಳಿಸಿದರು. ಕಾರ್ಯಕ್ರಮದಲ್ಲಿ ತಹಶೀಲ್ದಾರ್, ತಾಲೂಕು ಆರೋಗ್ಯಾಧಿಕಾರಿ, ನೇತ್ರ ತಜ್ಞರು ಸೇರಿದಂತೆ ಅನೇಕರು ಹಾಜರಿದ್ದರು. ಶಿಬಿರದ ಯಶಸ್ಸಿಗೆ ಸಹಕರಿಸಿದ ಎಲ್ಲರಿಗೂ ಅಭಿನಂದನೆ ಸಲ್ಲಿಸಲಾಯಿತು. (134, 892, 216, 1060)
book-cover (662, 112, 762, 220)
edition-date: ಭಾನುವಾರ 3 ಜುಲೈ 2022 (762, 53, 870, 66)
body-continued: ಮೈಸೂರು, ಜು.2- ವೈದ್ಯರಾದ ಡಾ.ಸಂಜಯ್ ಅವರ 'ಹಾರುವ ನರಿ ಮತ್ತು ಇತರ ಪರಿಸರದ ಕತೆಗಳು' ಕೃತಿ ಇಂದು ಬಿಡುಗಡೆಯಾಗಲಿದೆ. ನಗರದ ಕಲಾಮಂದಿರದ ಮನೆಯಂಗಳದಲ್ಲಿ ಬೆಳಿಗ್ಗೆ 10.30ಕ್ಕೆ ನಡೆಯುವ ಕಾರ್ಯಕ್ರಮದಲ್ಲಿ ಹಿರಿಯ ಸಾಹಿತಿಗಳು ಕೃತಿ ಲೋಕಾರ್ಪಣೆ ಮಾಡಲಿದ್ದಾರೆ. ಪರಿಸರ ಹಾಗೂ ವನ್ಯಜೀವಿಗಳ ಕುರಿತ ಕತೆಗಳು ಈ ಸಂಕಲನದಲ್ಲಿವೆ. ಕಾರ್ಯಕ್ರಮದಲ್ಲಿ ಪರಿಸರ ಪ್ರೇಮಿಗಳು, ಸಾಹಿತ್ಯಾಸಕ್ತರು ಭಾಗವಹಿಸುವಂತೆ ಆಯೋಜಕರು ಕೋರಿದ್ದಾರೆ. (766, 276, 900, 320)
story-murder (292, 1066, 408, 1376)
headline-line2: ಚಾಕು ತೋರಿಸಿ ಲಕ್ಷ ರೂ. ಸುಲಿಗೆ (478, 284, 616, 299)
headline-line2: ಯುವಕನ ಕೊಲೆ (302, 1084, 360, 1097)
caption-box (746, 1230, 900, 1260)
registration-dot (458, 1394, 465, 1401)
section-divider (48, 710, 900, 712)
section-title: ಮೈಸೂರು ಹಾಗೂ ಮಂಡ್ಯ ಜಿಲ್ಲಾ ಸುದ್ದಿಗಳು (110, 51, 302, 67)
headline-line2: ನಿರ್ವಹಣೆಯಲ್ಲಿ ವ್ಯತ್ಯಯ ಸಾಧ್ಯತೆ (662, 440, 798, 455)
cover-title: ಹಾರುವ ನರಿ (683, 131, 723, 142)
krs-side-note (562, 944, 618, 992)
story-farmer (48, 1066, 284, 1256)
body-col6: ಕೆ.ಆರ್.ಪೇಟೆ, ಜು.2(ಶ್ರೀನಿವಾಸ್)- ತಾಲೂಕಿನ ಸಂತೇಬಾಚಹಳ್ಳಿ ಗ್ರಾಮದಲ್ಲಿ ಉಚಿತ ಕಣ್ಣಿನ ತಪಾಸಣಾ ಶಿಬಿರಕ್ಕೆ ಸಚಿವ ನಾರಾಯಣಗೌಡ ಚಾಲನೆ ನೀಡಿದರು. ಬಳಿಕ ಮಾತನಾಡಿದ ಅವರು, ಗ್ರಾಮೀಣ ಭಾಗದ ಜನರ ಆರೋಗ್ಯ ರಕ್ಷಣೆಗೆ ಸರ್ಕಾರ ಹಲವು ಯೋಜನೆಗಳನ್ನು ಜಾರಿಗೆ ತಂದಿದೆ. ಕಣ್ಣಿನ ಪೊರೆ ಶಸ್ತ್ರಚಿಕಿತ್ಸೆಯನ್ನು ಸಂಪೂರ್ಣ ಉಚಿತವಾಗಿ ನೀಡಲಾಗುತ್ತಿದೆ ಎಂದರು. ಶಿಬಿರದಲ್ಲಿ ನೂರಾರು ಜನರು ತಪಾಸಣೆ ಮಾಡಿಸಿಕೊಂಡರು. ಅಗತ್ಯವಿರುವವರಿಗೆ ಉಚಿತ ಕನ್ನಡಕ ವಿತರಿಸಲಾಯಿತು. ಈ ಸಂದರ್ಭದಲ್ಲಿ ಜನಪ್ರತಿನಿಧಿಗಳು, ಅಧಿಕಾರಿಗಳು, ವೈದ್ಯರು ಹಾಗೂ ಗ್ರಾಮಸ್ಥರು ಉಪಸ್ಥಿತರಿದ್ದರು. ಆರೋಗ್ಯ ಇಲಾಖೆಯ ಸಹಯೋಗದಲ್ಲಿ ಶಿಬಿರ ಆಯೋಜಿಸಲಾಗಿತ್ತು. ಗ್ರಾಮ ಪಂಚಾಯಿತಿ ಅಧ್ಯಕ್ಷರು, ಸದಸ್ಯರು ಹಾಗೂ ಮುಖಂಡರು ಭಾಗವಹಿಸಿದ್ದರು. ತಾಲೂಕಿನ ಎಲ್ಲ ಗ್ರಾಮಗಳಲ್ಲಿ ಹಂತ ಹಂತವಾಗಿ ಇಂತಹ ಶಿಬಿರ ನಡೆಸಲಾಗುವುದು ಎಂದು ಸಚಿವರು ತಿಳಿಸಿದರು. ಕಾರ್ಯಕ್ರಮದಲ್ಲಿ ತಹಶೀಲ್ದಾರ್, ತಾಲೂಕು ಆರೋಗ್ಯಾಧಿಕಾರಿ, ನೇತ್ರ ತಜ್ಞರು ಸೇರಿದಂತೆ ಅನೇಕರು ಹಾಜರಿದ್ದರು. ಶಿಬಿರದ ಯಶಸ್ಸಿಗೆ ಸಹ (478, 892, 558, 1060)
photo-tag: ಮಂಡ್ಯ (865, 1123, 891, 1135)
photo-illustration (49, 749, 410, 888)
headline: ಸಂತೇಬಾಚಹಳ್ಳಿ: ಕಣ್ಣಿನ ತಪಾಸಣಾ ಶಿಬಿರಕ್ಕೆ ಚಾಲನೆ (48, 716, 389, 740)
body: ಮೈಸೂರು, ಜು.2-ನಗರದ ರಿಂಗ್ ರಸ್ತೆಯಲ್ಲಿ ಉದ್ಯಮಿಯೊಬ್ಬರಿಗೆ ಚಾಕು ತೋರಿಸಿ ಲಕ್ಷ ರೂ. ನಗದು ಸುಲಿಗೆ ಮಾಡಿರುವ ಘಟನೆ ನಡೆದಿದೆ. ಕಾರಿನಲ್ಲಿ ತೆರಳುತ್ತಿದ್ದ ಉದ್ಯಮಿಯನ್ನು ಬೈಕ್‌ನಲ್ಲಿ ಬಂದ ದುಷ್ಕರ್ಮಿಗಳು ಅಡ್ಡಗಟ್ಟಿ ಬೆದರಿಸಿದರು. ಬಳಿಕ ಹಣ ಹಾಗೂ ಮೊಬೈಲ್ ಕಸಿದು ಪರಾರಿಯಾದರು. ಘಟನೆ ಸಂಬಂಧ ಪ್ರಕರಣ ದಾಖಲಾಗಿದ್ದು, ಸಿಸಿಟಿವಿ ದೃಶ್ಯಗಳನ್ನು ಪರಿಶೀಲಿಸಲಾಗುತ್ತಿದೆ. ಆರೋಪಿಗಳ ಪತ್ತೆಗೆ ವಿಶೇಷ ತಂಡ ರಚಿಸಲಾಗಿದೆ. (474, 306, 654, 342)
subhead: ಜುಲೈ 12ರವರೆಗೆ 4 ಆರೋಪಿಗಳು ಎನ್‌ಐಎ ಕಸ್ಟಡಿಗೆ (72, 422, 193, 430)
registration-dot (860, 1394, 867, 1401)
headline-bar (48, 1066, 284, 1090)
quote-text: ಕಣ್ಣಿನ ಪೊರೆ ಶಸ್ತ್ರಚಿಕಿತ್ಸೆಗೆ ಒಳಗಾಗುವವರಿಗೆ ಉಚಿತ ಸೌಲಭ್ಯ ಕಲ್ಪಿಸಲಾಗಿದ್ದು, ಗ್ರಾಮೀಣ ಪ್ರದೇಶದ ಜನರು ಇದರ ಸದುಪಯೋಗ ಪಡೆದುಕೊಳ್ಳಬೇಕು. 212 ಜನರ ತಪಾಸಣೆ ನಡೆಸಲಾಗಿದೆ. (432, 755, 558, 776)
headline-line2: ಹತ್ಯೆ ಆರೋಪಿಗಳಿಗೆ ಜನರಿಂದ ಗೂಸಾ (50, 402, 216, 418)
story-power-cut (48, 1258, 284, 1376)
print-marks-center (440, 1386, 476, 1405)
registration-dot (48, 1394, 55, 1401)
body: ಉದಯಪುರ (ರಾಜಸ್ಥಾನ), ಜು.2- ಕನ್ಹಯ್ಯ ಲಾಲ್ ಹತ್ಯೆ ಪ್ರಕರಣದ ಪ್ರಮುಖ ಆರೋಪಿಗಳನ್ನು ಜೈಪುರದ ಎನ್‌ಐಎ ನ್ಯಾಯಾಲಯಕ್ಕೆ ಹಾಜರುಪಡಿಸಿದ ಸಂದರ್ಭ ಕೋರ್ಟ್ ಆವರಣದಲ್ಲಿ ನೆರೆದಿದ್ದ ಜನರು ಆರೋಪಿಗಳ ಮೇಲೆ ಹಲ್ಲೆ ನಡೆಸಿದರು. ಆರೋಪಿಗಳನ್ನು ಪೊಲೀಸ್ ವಾಹನದಿಂದ ಇಳಿಸುತ್ತಿದ್ದಂತೆ ಗುಂಪು ಮುತ್ತಿಗೆ ಹಾಕಿತು. ಪೊಲೀಸರು ಕಷ್ಟಪಟ್ಟು ಆರೋಪಿಗಳನ್ನು ಸುರಕ್ಷಿತವಾಗಿ ಒಳಗೆ ಕರೆದೊಯ್ದರು. ಜೂನ್ 28ರಂದು ಉದಯಪುರದಲ್ಲಿ ಟೈಲರ್ ಕನ್ಹಯ್ಯ ಲಾಲ್ ಅವರನ್ನು ಅವರ ಅಂಗಡಿಯಲ್ಲೇ ಹತ್ಯೆ ಮಾಡಲಾಗಿತ್ತು. ನ್ಯಾಯಾಲಯ ಆರೋಪಿಗಳನ್ನು ಜುಲೈ 12ರವರೆಗೆ ಎನ್‌ಐಎ ಕಸ್ಟಡಿಗೆ ಒಪ್ಪಿಸಿದೆ. ಪ್ರಕರಣದ ತನಿಖೆ (182, 466, 284, 546)
headline: ಡಾ. ಸಂಜಯ್ ವಿರಚಿತ 'ಹಾರುವ ನರಿ ಮತ್ತು ಇತರ ಪರಿಸರದ ಕತೆಗಳು' ಕೃತಿ ಇಂದು ಬಿಡುಗಡೆ (664, 81, 891, 106)
body-top: ಮೈಸೂರು, ಜು.2-ಖಾಯಂಗೊಳಿಸುವಂತೆ ಒತ್ತಾಯಿಸಿ ಪೌರಕಾರ್ಮಿಕರು ರಾಜ್ಯಾದ್ಯಂತ ನಡೆಸುತ್ತಿರುವ ಮುಷ್ಕರ ಮುಂದುವರಿದಿದ್ದು, ನಗರದಲ್ಲಿ ಸ್ವಚ್ಛತಾ ಕಾರ್ಯದಲ್ಲಿ ವ್ಯತ್ಯಯ ಉಂಟಾಗುವ ಸಾಧ್ಯತೆ ಇದೆ. ನಗರದ 65 ವಾರ್ಡ್‌ಗಳಲ್ಲಿ ಕಸ ಸಂಗ್ರಹ ಕಾರ್ಯ ಸ್ಥಗಿತಗೊಳ್ಳುವ ಆತಂಕ ಎದುರಾಗಿದೆ. ಸುಮಾರು 1600ಕ್ಕೂ ಹೆಚ್ಚು ಕಾರ್ಮಿಕರು ಮುಷ್ಕರದಲ್ಲಿ ಪಾಲ್ಗೊಂಡಿದ್ದಾರೆ. ಕಸ ಸಂಗ್ರಹಣಾ ವಾಹನಗಳೂ ಸಂಚಾರ ಸ್ಥಗಿತಗೊಳಿಸಿವೆ. ಪಾಲಿಕೆ ಅಧಿಕಾರಿಗಳು ಪರ್ಯಾಯ ವ್ಯವಸ್ಥೆ ಮಾಡಿಕೊಳ್ಳಲು ಮುಂದಾಗಿದ್ದಾರೆ. ಸಾರ್ವಜನಿಕರು ಸಹಕರಿಸುವಂತೆ ಆಯುಕ್ತರು ಮನ (662, 462, 900, 491)
page-number: 6 (78, 48, 92, 72)
quote-mark-icon: 6 (414, 753, 428, 769)
portrait (599, 475, 654, 532)
body-col1: ಪಾಂಡವಪುರ, ಜು.2- ಮಾಜಿ ಪ್ರಧಾನಿ ಹೆಚ್.ಡಿ.ದೇವೇಗೌಡರ ಬಗ್ಗೆ ಕಾಂಗ್ರೆಸ್‌ನ ಮಾಜಿ ಶಾಸಕ ಕೆ.ಎನ್.ರಾಜಣ್ಣ ಅವಹೇಳನಕಾರಿಯಾಗಿ ಮಾತನಾಡಿದ್ದಾರೆ ಎಂದು ಆರೋಪಿಸಿ ಜೆಡಿಎಸ್ ಕಾರ್ಯಕರ್ತರು ಪಟ್ಟಣದಲ್ಲಿ ಪ್ರತಿಭಟನೆ ನಡೆಸಿದರು. ರಾಜಣ್ಣ ಅವರು ಕೂಡಲೇ ಕ್ಷಮೆಯಾಚಿಸಬೇಕು ಎಂದು ಆಗ್ರಹಿಸಿದರು. ಪ್ರತಿಭಟನಾಕಾರರು ರಾಜಣ್ಣ ಅವರ ಪ್ರತಿಕೃತಿ ದಹಿಸಿ ಆಕ್ರೋಶ ವ್ಯಕ್ತಪಡಿಸಿದರು. ಹಿರಿಯ ರಾಜಕಾರಣಿಯ ಬಗ್ಗೆ ಇಂತಹ ಹೇಳಿಕೆ ಖಂಡನೀಯ ಎಂದು ಮುಖಂಡರು ಹೇಳಿದರು. ಈ ಸಂದರ್ಭದಲ್ಲಿ ಜೆಡಿಎಸ್ ತಾಲೂಕು ಅಧ್ಯಕ್ಷರು, ಪುರಸಭೆ ಸದಸ್ಯರು, ಮಹಿಳಾ ಘಟಕದ ಪದಾಧಿಕಾರಿಗಳು, ಕಾರ್ಯಕರ್ತರು ಪಾಲ್ಗೊಂಡಿದ್ದರು. ಮುಂದಿನ ದಿನಗಳಲ್ಲಿ ಉಗ್ರ ಹೋರಾಟ ನಡೆಸುವುದಾಗಿ ಎಚ್ಚರಿಸಿದರು. (562, 836, 728, 894)
body: ಮೈಸೂರು, ಜು.2- ವೈದ್ಯರಾದ ಡಾ.ಸಂಜಯ್ ಅವರ 'ಹಾರುವ ನರಿ ಮತ್ತು ಇತರ ಪರಿಸರದ ಕತೆಗಳು' ಕೃತಿ ಇಂದು ಬಿಡುಗಡೆಯಾಗಲಿದೆ. ನಗರದ ಕಲಾಮಂದಿರದ ಮನೆಯಂಗಳದಲ್ಲಿ ಬೆಳಿಗ್ಗೆ 10.30ಕ್ಕೆ ನಡೆಯುವ ಕಾರ್ಯಕ್ರಮದಲ್ಲಿ ಹಿರಿಯ ಸಾಹಿತಿಗಳು ಕೃತಿ ಲೋಕಾರ್ಪಣೆ ಮಾಡಲಿದ್ದಾರೆ. ಪರಿಸರ ಹಾಗೂ ವನ್ಯಜೀವಿಗಳ ಕುರಿತ ಕತೆಗಳು ಈ ಸಂಕಲನದಲ್ಲಿವೆ. ಕಾರ್ಯಕ್ರಮದಲ್ಲಿ ಪರಿಸರ ಪ್ರೇಮಿಗಳು, ಸಾಹಿತ್ಯಾಸಕ್ತರು ಭಾಗವಹಿಸುವಂತೆ ಆಯೋಜಕರು ಕೋರಿದ್ದಾರೆ. (766, 112, 900, 156)
portrait (49, 1095, 94, 1158)
headline: ಕಾಂಗ್ರೆಸ್‌ನ ಮಾಜಿ ಶಾಸಕ ರಾಜಣ್ಣ ವಿರುದ್ಧ ಪ್ರತಿಭಟನೆ (562, 718, 762, 732)
registration-dot (57, 1394, 64, 1401)
caption: ಚೆಂ-ಮ್ಯ ಹೆದ್ದಾರಿ ಕ್ರೆಡಿಟ್ ಪ್ರತಾಪ್ ಸಿಂಹ, ಸುಮಲತಾಗಲ್ಲ ನಡ್ಗೆ ಸ್ಪಲಗಕೆ (750, 1235, 894, 1243)
sanitation-photo (770, 494, 900, 570)
protest-photo (562, 740, 900, 832)
headline: ಕೋರ್ಟ್ ಆವರಣದಲ್ಲಿ ಕನ್ಹಯ್ಯ ಲಾಲ್ (50, 384, 222, 400)
headline: ಮನೆ ಮಾಲೀಕನ ಪತ್ನಿಯಿಂದ ಕಿರುಕುಳ (315, 266, 447, 279)
headline: ಇಂದು ಹಲವೆಡೆ ವಿದ್ಯುತ್ ವ್ಯತ್ಯಯ (50, 1260, 182, 1274)
krs-body-continued: ಶ್ರೀರಂಗಪಟ್ಟಣ, ಜು.2- ಕಾವೇರಿ ಜಲಾನಯನ ಪ್ರದೇಶದಲ್ಲಿ ಮಳೆ ಹೆಚ್ಚಾಗಿರುವ ಹಿನ್ನೆಲೆಯಲ್ಲಿ ಕೆಆರ್‌ಎಸ್ ಜಲಾಶಯದ ಒಳ ಹರಿವು ಹೆಚ್ಚಳವಾಗಿದೆ. ಜಲಾಶಯದ ನೀರಿನ ಮಟ್ಟ 108.46 ಅಡಿ ತಲುಪಿದ್ದು, ಒಳ ಹರಿವು 8,103 ಕ್ಯೂಸೆಕ್ ಇದೆ. ಹೊರ ಹರಿವು 1,215 ಕ್ಯೂಸೆಕ್ ಇದ್ದು, ಜಲಾಶಯದಲ್ಲಿ 30.202ಟಿಎಂಸಿ ನೀರಿನ ಸಂಗ್ರಹವಿದೆ. (734, 944, 900, 973)
body-side: ಮೈಸೂರು, ಜು.2-ಖಾಯಂಗೊಳಿಸುವಂತೆ ಒತ್ತಾಯಿಸಿ ಪೌರಕಾರ್ಮಿಕರು ರಾಜ್ಯಾದ್ಯಂತ ನಡೆಸುತ್ತಿರುವ ಮುಷ್ಕರ ಮುಂದುವರಿದಿದ್ದು, ನಗರದಲ್ಲಿ ಸ್ವಚ್ಛತಾ ಕಾರ್ಯದಲ್ಲಿ ವ್ಯತ್ಯಯ ಉಂಟಾಗುವ ಸಾಧ್ಯತೆ ಇದೆ. ನಗರದ 65 ವಾರ್ಡ್‌ಗಳಲ್ಲಿ ಕಸ ಸಂಗ್ರಹ ಕಾರ್ಯ ಸ್ಥಗಿತಗೊಳ್ಳುವ ಆತಂಕ ಎದುರಾಗಿದೆ. ಸುಮಾರು 1600ಕ್ಕೂ ಹೆಚ್ಚು ಕಾರ್ಮಿಕರು ಮುಷ್ಕರದಲ್ಲಿ ಪಾಲ್ಗೊಂಡಿದ್ದಾರೆ. ಕಸ ಸಂಗ್ರಹಣಾ ವಾಹನಗಳೂ ಸಂಚಾರ ಸ್ಥಗಿತಗೊಳಿಸಿವೆ. ಪಾಲಿಕೆ ಅಧಿಕಾರಿಗಳು ಪರ್ಯಾಯ ವ್ಯವಸ್ಥೆ ಮಾಡಿಕೊಳ್ಳಲು ಮುಂದಾಗಿದ್ದಾರೆ. ಸಾರ್ವಜನಿಕರು ಸಹಕರಿಸುವಂತೆ ಆಯುಕ್ತರು ಮನವಿ ಮಾಡಿದ್ದಾರೆ. (662, 494, 766, 567)
story-protest (562, 714, 900, 1062)
story-pavitra (474, 474, 654, 708)
eye-camp-photo (48, 748, 410, 888)
paper-name: ಮೈಸೂರು ಮಿತ್ರ (542, 53, 597, 66)
headline: ದೇವೇಗೌಡರ ವಿರುದ್ಧ ಕೆ.ಎನ್.ರಾಜಣ್ಣ (506, 1068, 688, 1086)
body: ಮೈಸೂರು, ಜು.2-ನಟಿ ಪವಿತ್ರಾ ಲೋಕೇಶ್ ಅವರು ಖಾಸಗಿ ಸುದ್ದಿ ವಾಹಿನಿಯೊಂದರ ವಿರುದ್ಧ ಪೊಲೀಸರಿಗೆ ದೂರು ನೀಡಿದ್ದಾರೆ. ತಮ್ಮ ಬಗ್ಗೆ ಅವಹೇಳನಕಾರಿ ವರದಿ ಪ್ರಸಾರ ಮಾಡಲಾಗಿದೆ ಎಂದು ಆರೋಪಿಸಿದ್ದಾರೆ. ಇದೇ ವೇಳೆ ವಾಹಿನಿಯ ಪ್ರತಿನಿಧಿಗಳೂ ಪ್ರತಿ ದೂರು ದಾಖಲಿಸಿದ್ದಾರೆ. ಎರಡೂ ದೂರುಗಳನ್ನು ಸ್ವೀಕರಿಸಿರುವ ಪೊಲೀಸರು ತನಿಖೆ ಆರಂಭಿಸಿದ್ದಾರೆ. (474, 536, 654, 565)
headline: ಪೌರಕಾರ್ಮಿಕರ ಮುಷ್ಕರ: ಸ್ವಚ್ಛತಾ (662, 422, 803, 437)
story-fraud (290, 78, 654, 258)
print-marks-right (860, 1386, 896, 1405)
story-sanitation (662, 420, 900, 708)
body-col3: ಕೆ.ಆರ್.ಪೇಟೆ, ಜು.2(ಶ್ರೀನಿವಾಸ್)- ತಾಲೂಕಿನ ಸಂತೇಬಾಚಹಳ್ಳಿ ಗ್ರಾಮದಲ್ಲಿ ಉಚಿತ ಕಣ್ಣಿನ ತಪಾಸಣಾ ಶಿಬಿರಕ್ಕೆ ಸಚಿವ ನಾರಾಯಣಗೌಡ ಚಾಲನೆ ನೀಡಿದರು. ಬಳಿಕ ಮಾತನಾಡಿದ ಅವರು, ಗ್ರಾಮೀಣ ಭಾಗದ ಜನರ ಆರೋಗ್ಯ ರಕ್ಷಣೆಗೆ ಸರ್ಕಾರ ಹಲವು ಯೋಜನೆಗಳನ್ನು ಜಾರಿಗೆ ತಂದಿದೆ. ಕಣ್ಣಿನ ಪೊರೆ ಶಸ್ತ್ರಚಿಕಿತ್ಸೆಯನ್ನು ಸಂಪೂರ್ಣ ಉಚಿತವಾಗಿ ನೀಡಲಾಗುತ್ತಿದೆ ಎಂದರು. ಶಿಬಿರದಲ್ಲಿ ನೂರಾರು ಜನರು ತಪಾಸಣೆ ಮಾಡಿಸಿಕೊಂಡರು. ಅಗತ್ಯವಿರುವವರಿಗೆ ಉಚಿತ ಕನ್ನಡಕ ವಿತರಿಸಲಾಯಿತು. ಈ ಸಂದರ್ಭದಲ್ಲಿ ಜನಪ್ರತಿನಿಧಿಗಳು, ಅಧಿಕಾರಿಗಳು, ವೈದ್ಯರು ಹಾಗೂ ಗ್ರಾಮಸ್ಥರು ಉಪಸ್ಥಿತರಿದ್ದರು. ಆರೋಗ್ಯ ಇಲಾಖೆಯ ಸಹಯೋಗದಲ್ಲಿ ಶಿಬಿರ ಆಯೋಜಿಸಲಾಗಿತ್ತು. ಗ್ರಾಮ ಪಂಚಾಯಿತಿ ಅಧ್ಯಕ್ಷರು, ಸದಸ್ಯರು ಹಾಗೂ ಮುಖಂಡರು ಭಾಗವಹಿಸಿದ್ದರು. ತಾಲೂಕಿನ ಎಲ್ಲ ಗ್ರಾಮಗಳಲ್ಲಿ ಹಂತ ಹಂತವಾಗಿ ಇಂತಹ ಶಿಬಿರ ನಡೆಸಲಾಗುವುದು ಎಂದು ಸಚಿವರು ತಿಳಿಸಿದರು. ಕಾರ್ಯಕ್ರಮದಲ್ಲಿ ತಹಶೀಲ್ದಾರ್, ತಾಲೂಕು ಆರೋಗ್ಯಾಧಿಕಾರಿ, ನೇತ್ರ ತಜ್ಞರು ಸೇರಿದಂತೆ ಅನೇಕರು ಹಾಜರಿದ್ದರು. ಶಿಬಿರದ ಯಶಸ್ಸಿಗೆ ಸಹಕರಿಸಿದ ಎಲ್ಲರಿಗೂ ಅಭಿನಂದನೆ ಸಲ್ಲಿಸಲಾಯಿತು. (220, 892, 302, 1060)
